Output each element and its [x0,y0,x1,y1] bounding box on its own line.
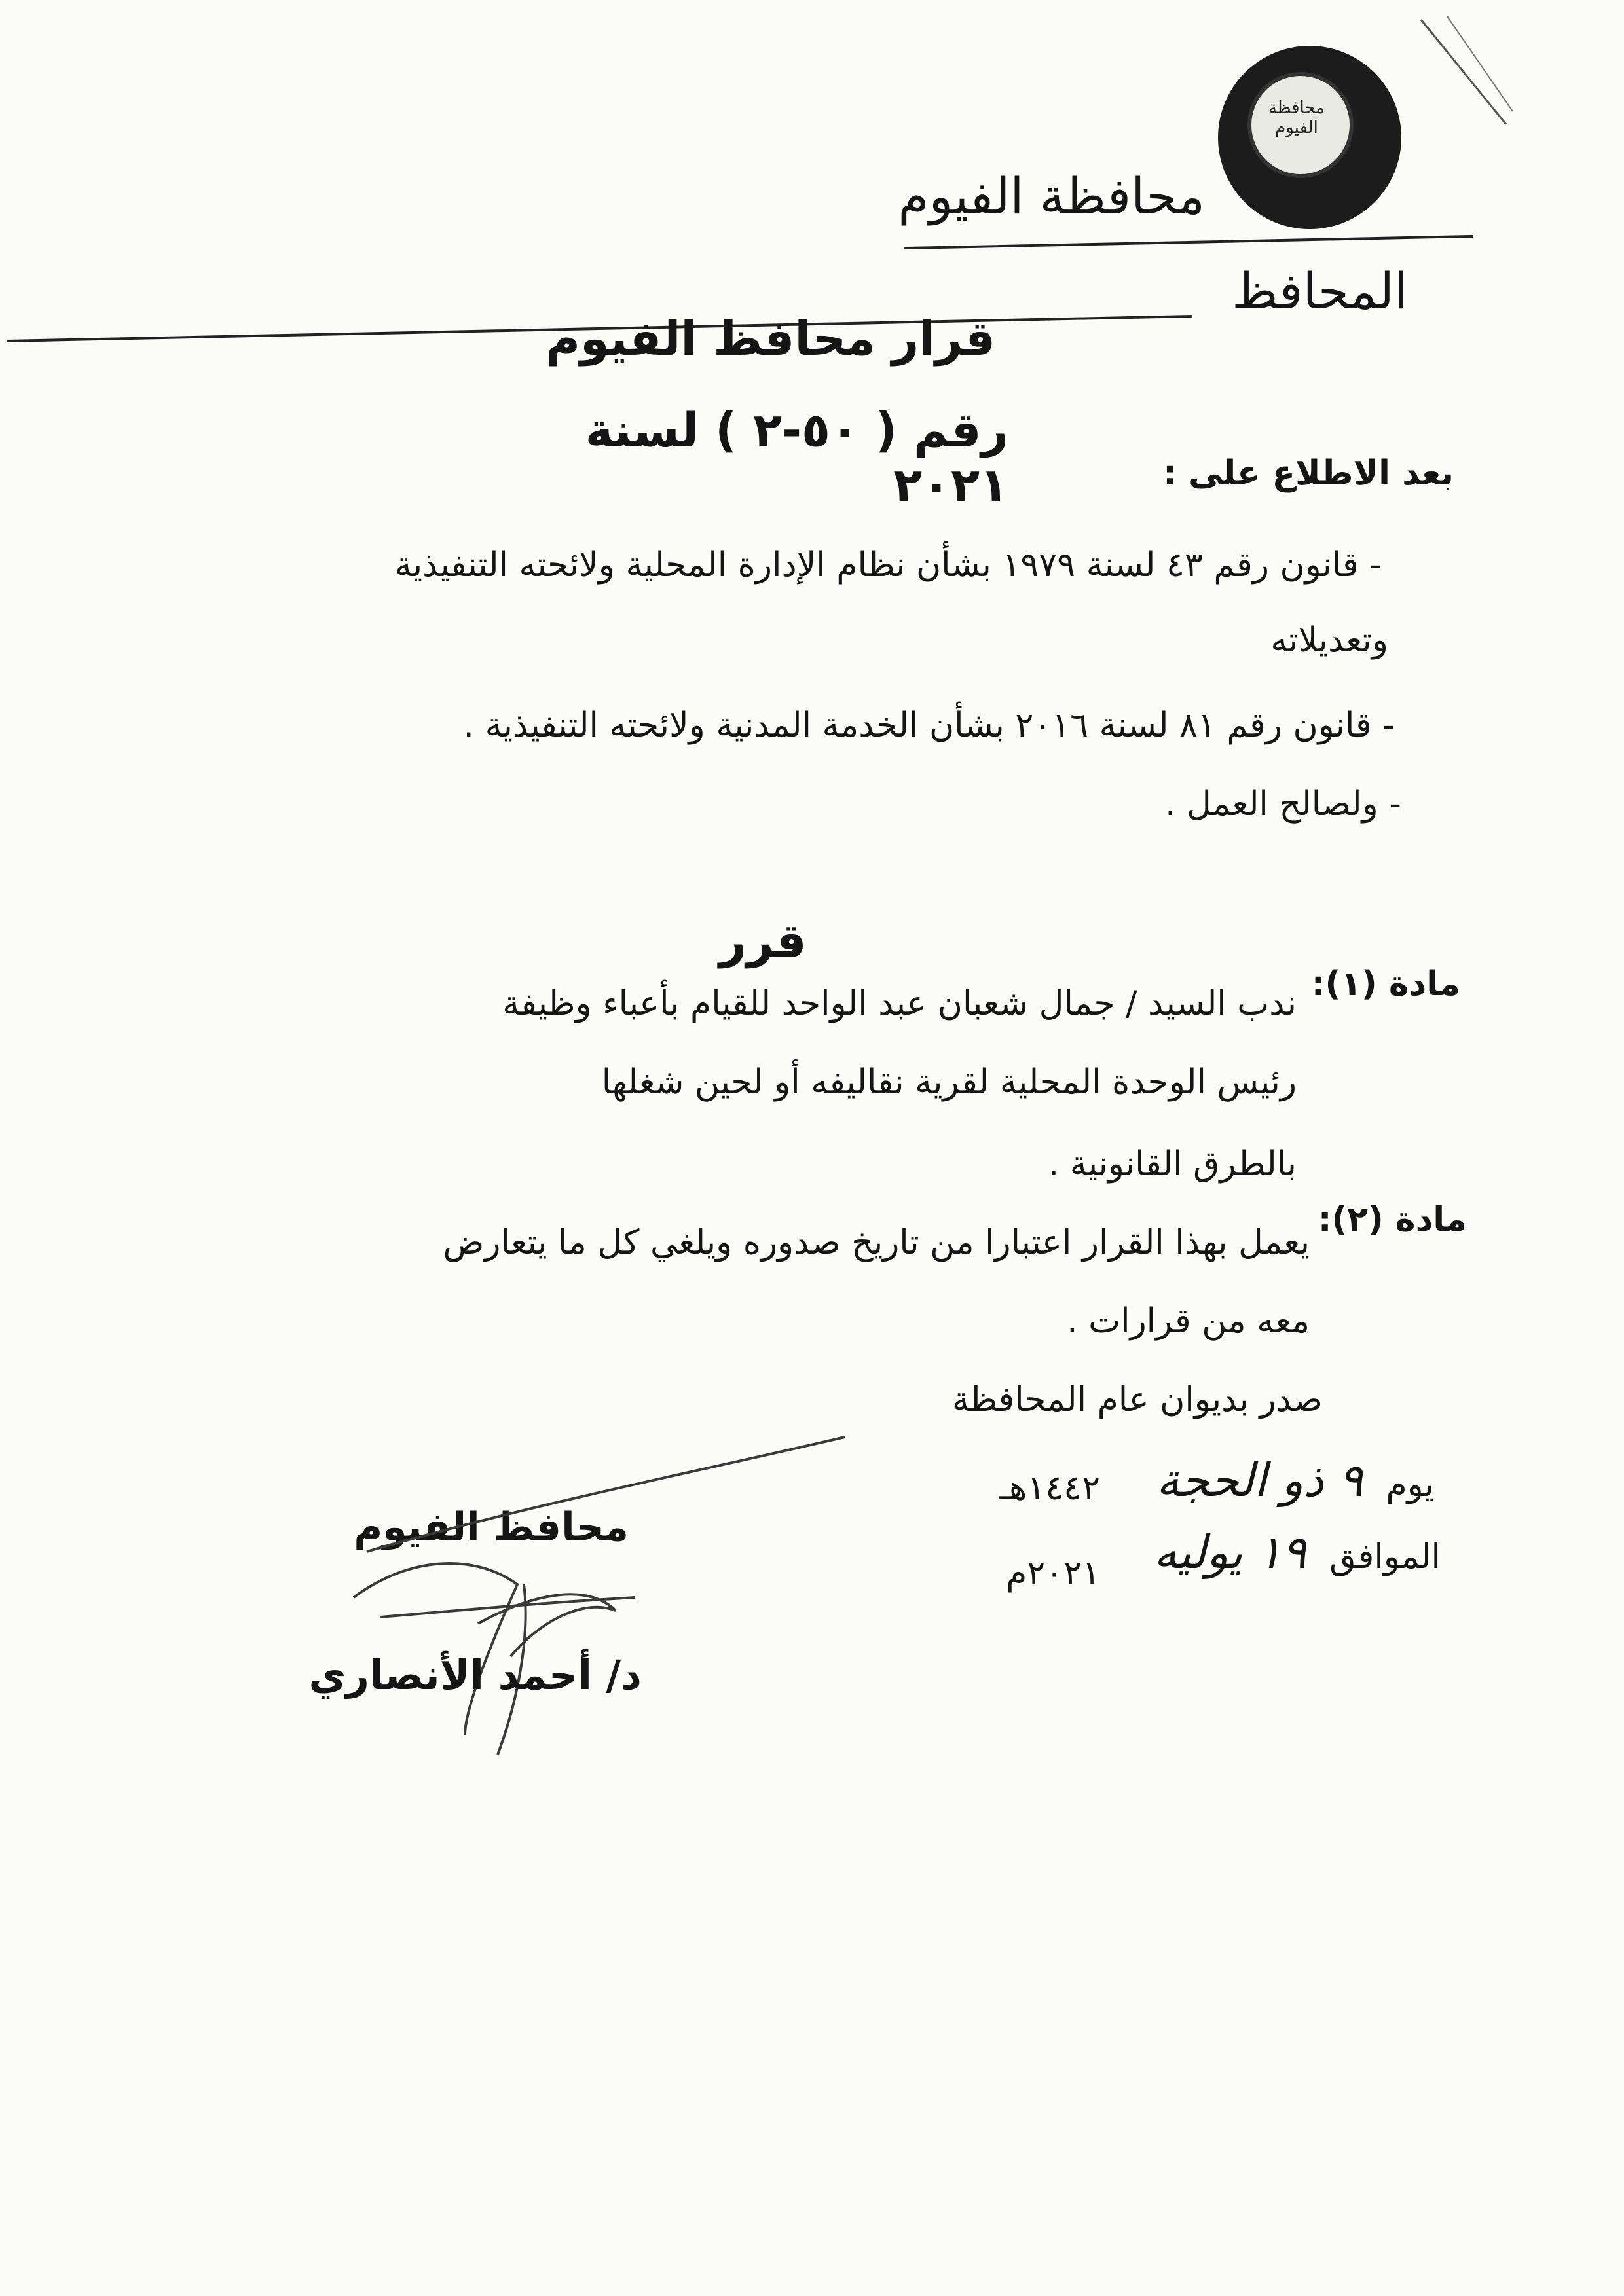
header-rule-short [904,235,1473,249]
article-2-line-2: معه من قرارات . [1067,1302,1310,1341]
day-label: يوم [1386,1465,1434,1504]
seal-text: محافظة الفيوم [1268,98,1325,137]
article-1-line-2: رئيس الوحدة المحلية لقرية نقاليفه أو لحين شغلها [601,1063,1297,1102]
scan-edge-marks [1408,13,1526,137]
article-2-line-1: يعمل بهذا القرار اعتبارا من تاريخ صدوره ويلغي كل ما يتعارض [443,1223,1310,1262]
preamble-item-text: قانون رقم ٤٣ لسنة ١٩٧٩ بشأن نظام الإدارة المحلية ولائحته التنفيذية [394,545,1359,585]
decree-word: قرر [719,913,807,968]
preamble-heading: بعد الاطلاع على : [1163,454,1454,493]
handwritten-signature [327,1427,851,1768]
article-2-label: مادة (٢): [1318,1200,1467,1239]
hijri-handwritten: ٩ ذو الحجة [1156,1453,1363,1507]
article-1-line-1: ندب السيد / جمال شعبان عبد الواحد للقيام بأعباء وظيفة [502,984,1297,1023]
gregorian-handwritten: ١٩ يوليه [1153,1525,1307,1579]
preamble-item-1: - قانون رقم ٤٣ لسنة ١٩٧٩ بشأن نظام الإدارة المحلية ولائحته التنفيذية [394,545,1382,585]
year-label: لسنة ٢٠٢١ [585,403,1008,513]
number-value: ( ٥٠-٢ ) [715,403,897,458]
corresponding-label: الموافق [1329,1537,1441,1576]
preamble-item-2: - قانون رقم ٨١ لسنة ٢٠١٦ بشأن الخدمة المدنية ولائحته التنفيذية . [463,706,1395,745]
number-label: رقم [913,403,1008,458]
issued-at: صدر بديوان عام المحافظة [951,1380,1323,1419]
signatory-name: د/ أحمد الأنصاري [308,1651,642,1699]
gregorian-date-line [1100,1525,1441,1597]
gregorian-year: ٢٠٢١م [1006,1554,1100,1593]
preamble-item-text: ولصالح العمل . [1164,784,1378,824]
office-title: المحافظ [1232,262,1408,320]
preamble-item-3: - ولصالح العمل . [1164,784,1401,824]
hijri-year: ١٤٤٢هـ [999,1468,1100,1508]
article-1-label: مادة (١): [1311,964,1460,1004]
preamble-item-text: قانون رقم ٨١ لسنة ٢٠١٦ بشأن الخدمة المدنية ولائحته التنفيذية . [463,706,1372,745]
governorate-name: محافظة الفيوم [898,167,1205,225]
preamble-item-1-cont: وتعديلاته [1270,621,1388,660]
decision-title: قرار محافظ الفيوم [545,311,995,366]
signatory-title: محافظ الفيوم [354,1504,629,1550]
article-1-line-3: بالطرق القانونية . [1048,1144,1297,1184]
decision-number-line [511,403,1008,513]
